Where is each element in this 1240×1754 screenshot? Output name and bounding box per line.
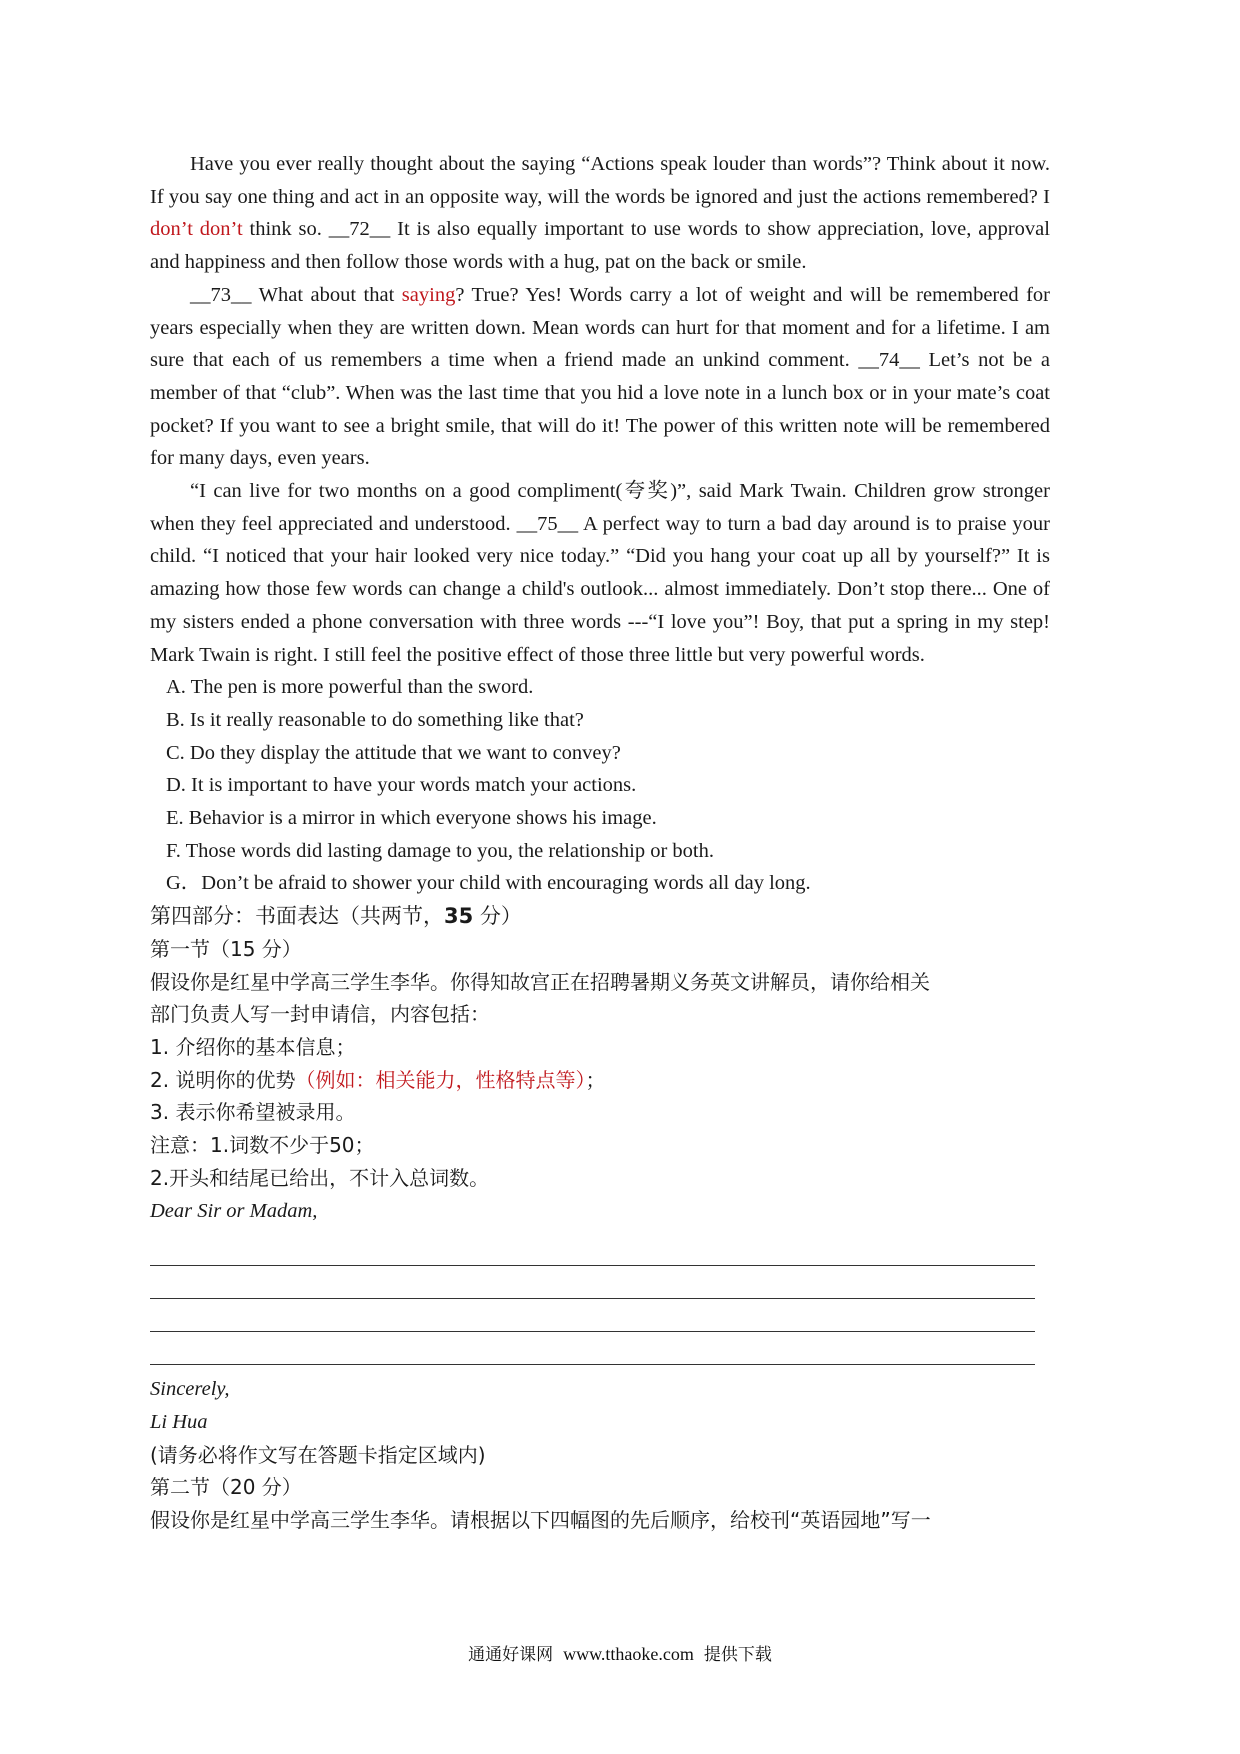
part-title-text: 第四部分：书面表达（共两节，: [150, 904, 444, 929]
note-1: 注意：1.词数不少于50；: [150, 1133, 375, 1158]
option-a: A. The pen is more powerful than the sword.: [166, 676, 534, 699]
option-b: B. Is it really reasonable to do something like that?: [166, 708, 584, 731]
highlighted-text: don’t don’t: [150, 218, 243, 241]
passage-paragraph-1: [150, 148, 1050, 279]
option-g: G．Don’t be afraid to shower your child with encouraging words all day long.: [166, 872, 811, 895]
task-one-line-2: 部门负责人写一封申请信，内容包括：: [150, 1002, 490, 1027]
section-two-title: 第二节（20 分）: [150, 1475, 302, 1500]
highlighted-text: saying: [401, 283, 456, 306]
answer-lines: [150, 1233, 1050, 1365]
answer-line: [150, 1233, 1035, 1266]
letter-signature: Li Hua: [150, 1410, 208, 1433]
task-item-text: 2. 说明你的优势: [150, 1067, 296, 1092]
letter-salutation: Dear Sir or Madam,: [150, 1199, 318, 1222]
answer-options: [150, 671, 1050, 900]
passage-paragraph-2: [150, 279, 1050, 475]
note-2: 2.开头和结尾已给出，不计入总词数。: [150, 1165, 490, 1190]
section-one-title: 第一节（15 分）: [150, 936, 302, 961]
answer-reminder: (请务必将作文写在答题卡指定区域内): [150, 1442, 486, 1467]
passage-text: ? True? Yes! Words carry a lot of weight and will be remembered for years especially when they are written down. Mean words can hurt for that moment and for a lifetime. I am sure that each of us remembers a time when a friend made an unkind comment. __74__ Let’s not be a member of that “club”. When was the last time that you hid a love note in a lunch box or in your mate’s coat pocket? If you want to see a bright smile, that will do it! The power of this written note will be remembered for many days, even years.: [150, 283, 1050, 470]
answer-line: [150, 1332, 1035, 1365]
task-item-1: 1. 介绍你的基本信息；: [150, 1034, 356, 1059]
passage-text: Have you ever really thought about the saying “Actions speak louder than words”? Think about it now. If you say one thing and act in an opposite way, will the words be ignored and just the actions remembered? I: [150, 153, 1050, 208]
footer-download-text: 提供下载: [703, 1645, 772, 1665]
letter-closing: Sincerely,: [150, 1378, 230, 1401]
part-title-text: 分）: [473, 904, 522, 929]
task-two-line-1: 假设你是红星中学高三学生李华。请根据以下四幅图的先后顺序，给校刊“英语园地”写一: [150, 1508, 931, 1533]
answer-line: [150, 1266, 1035, 1299]
task-item-2: [150, 1064, 1050, 1097]
part-title-score: 35: [444, 904, 474, 929]
passage-paragraph-3: [150, 475, 1050, 671]
task-one-line-1: 假设你是红星中学高三学生李华。你得知故宫正在招聘暑期义务英文讲解员，请你给相关: [150, 969, 930, 994]
passage-text: __73__ What about that: [190, 283, 402, 306]
page-footer: [0, 1640, 1240, 1665]
task-item-text: ；: [585, 1067, 606, 1092]
task-item-3: 3. 表示你希望被录用。: [150, 1100, 356, 1125]
option-c: C. Do they display the attitude that we want to convey?: [166, 741, 621, 764]
footer-site-name: 通通好课网: [468, 1645, 554, 1665]
task-item-hint: （例如：相关能力，性格特点等）: [295, 1067, 586, 1092]
footer-url: www.tthaoke.com: [563, 1644, 694, 1664]
answer-line: [150, 1299, 1035, 1332]
document-page: [150, 148, 1050, 1537]
option-f: F. Those words did lasting damage to you, the relationship or both.: [166, 839, 714, 862]
part-four-title: [150, 900, 1050, 933]
option-e: E. Behavior is a mirror in which everyone shows his image.: [166, 807, 657, 830]
option-d: D. It is important to have your words match your actions.: [166, 774, 637, 797]
passage-text: think so. __72__ It is also equally important to use words to show appreciation, love, approval and happiness and then follow those words with a hug, pat on the back or smile.: [150, 218, 1050, 274]
passage-text: “I can live for two months on a good compliment(夸奖)”, said Mark Twain. Children grow stronger when they feel appreciated and understood. __75__ A perfect way to turn a bad day around is to praise your child. “I noticed that your hair looked very nice today.” “Did you hang your coat up all by yourself?” It is amazing how those few words can change a child's outlook... almost immediately. Don’t stop there... One of my sisters ended a phone conversation with three words ---“I love you”! Boy, that put a spring in my step! Mark Twain is right. I still feel the positive effect of those three little but very powerful words.: [150, 480, 1050, 666]
